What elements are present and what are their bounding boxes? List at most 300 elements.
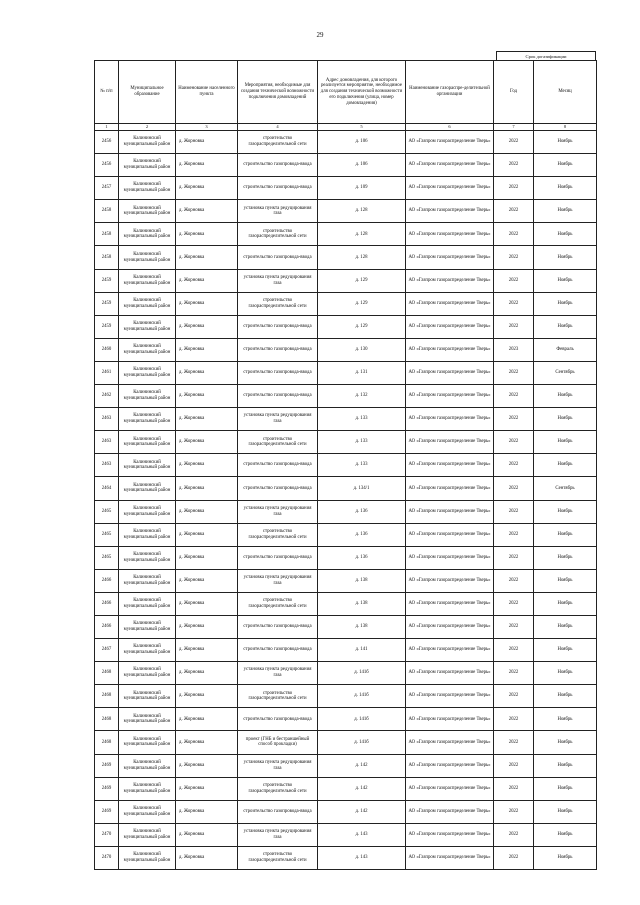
- municipality-cell: Калининский муниципальный район: [119, 846, 176, 869]
- year-cell: 2022: [494, 615, 534, 638]
- month-cell: Ноябрь: [534, 223, 597, 246]
- municipality-cell: Калининский муниципальный район: [119, 408, 176, 431]
- year-cell: 2022: [494, 431, 534, 454]
- row-number-cell: 2468: [95, 731, 119, 754]
- action-cell: установка пункта редуцирования газа: [238, 754, 318, 777]
- gas-organization-cell: АО «Газпром газораспределение Тверь»: [406, 615, 494, 638]
- municipality-cell: Калининский муниципальный район: [119, 477, 176, 500]
- table-row: [95, 685, 597, 708]
- row-number-cell: 2462: [95, 385, 119, 408]
- year-cell: 2022: [494, 292, 534, 315]
- action-cell: установка пункта редуцирования газа: [238, 823, 318, 846]
- gas-organization-cell: АО «Газпром газораспределение Тверь»: [406, 315, 494, 338]
- year-cell: 2022: [494, 823, 534, 846]
- municipality-cell: Калининский муниципальный район: [119, 823, 176, 846]
- month-cell: Ноябрь: [534, 662, 597, 685]
- settlement-cell: д. Жорновка: [176, 315, 238, 338]
- municipality-cell: Калининский муниципальный район: [119, 639, 176, 662]
- month-cell: Сентябрь: [534, 361, 597, 384]
- row-number-cell: 2457: [95, 177, 119, 200]
- table-row: [95, 338, 597, 361]
- municipality-cell: Калининский муниципальный район: [119, 662, 176, 685]
- settlement-cell: д. Жорновка: [176, 223, 238, 246]
- municipality-cell: Калининский муниципальный район: [119, 685, 176, 708]
- year-cell: 2022: [494, 500, 534, 523]
- year-cell: 2022: [494, 569, 534, 592]
- municipality-cell: Калининский муниципальный район: [119, 361, 176, 384]
- gas-organization-cell: АО «Газпром газораспределение Тверь»: [406, 200, 494, 223]
- row-number-cell: 2466: [95, 615, 119, 638]
- table-row: [95, 500, 597, 523]
- address-cell: д. 138: [318, 615, 406, 638]
- settlement-cell: д. Жорновка: [176, 546, 238, 569]
- settlement-cell: д. Жорновка: [176, 200, 238, 223]
- year-cell: 2023: [494, 338, 534, 361]
- header-row: [95, 61, 597, 124]
- municipality-cell: Калининский муниципальный район: [119, 454, 176, 477]
- municipality-cell: Калининский муниципальный район: [119, 177, 176, 200]
- municipality-cell: Калининский муниципальный район: [119, 800, 176, 823]
- month-cell: Ноябрь: [534, 200, 597, 223]
- gas-organization-cell: АО «Газпром газораспределение Тверь»: [406, 431, 494, 454]
- action-cell: строительство газопровода-ввода: [238, 800, 318, 823]
- action-cell: строительство газораспределительной сети: [238, 223, 318, 246]
- address-cell: д. 143: [318, 823, 406, 846]
- action-cell: проект (ГНБ и бестраншейный способ прокладки): [238, 731, 318, 754]
- year-cell: 2022: [494, 246, 534, 269]
- settlement-cell: д. Жорновка: [176, 361, 238, 384]
- gas-organization-cell: АО «Газпром газораспределение Тверь»: [406, 662, 494, 685]
- address-cell: д. 129: [318, 315, 406, 338]
- table-row: [95, 777, 597, 800]
- year-cell: 2022: [494, 408, 534, 431]
- settlement-cell: д. Жорновка: [176, 131, 238, 154]
- municipality-cell: Калининский муниципальный район: [119, 592, 176, 615]
- address-cell: д. 132: [318, 385, 406, 408]
- address-cell: д. 129: [318, 269, 406, 292]
- gas-organization-cell: АО «Газпром газораспределение Тверь»: [406, 754, 494, 777]
- address-cell: д. 129: [318, 292, 406, 315]
- table-row: [95, 154, 597, 177]
- year-cell: 2022: [494, 454, 534, 477]
- month-cell: Ноябрь: [534, 546, 597, 569]
- table-row: [95, 615, 597, 638]
- month-cell: Ноябрь: [534, 177, 597, 200]
- year-cell: 2022: [494, 592, 534, 615]
- settlement-cell: д. Жорновка: [176, 777, 238, 800]
- address-cell: д. 128: [318, 223, 406, 246]
- action-cell: строительство газопровода-ввода: [238, 315, 318, 338]
- gas-organization-cell: АО «Газпром газораспределение Тверь»: [406, 292, 494, 315]
- settlement-cell: д. Жорновка: [176, 154, 238, 177]
- address-cell: д. 106: [318, 154, 406, 177]
- municipality-cell: Калининский муниципальный район: [119, 546, 176, 569]
- municipality-cell: Калининский муниципальный район: [119, 431, 176, 454]
- municipality-cell: Калининский муниципальный район: [119, 708, 176, 731]
- settlement-cell: д. Жорновка: [176, 708, 238, 731]
- municipality-cell: Калининский муниципальный район: [119, 292, 176, 315]
- address-cell: д. 133: [318, 454, 406, 477]
- address-cell: д. 142: [318, 754, 406, 777]
- gas-organization-cell: АО «Газпром газораспределение Тверь»: [406, 223, 494, 246]
- month-cell: Февраль: [534, 338, 597, 361]
- row-number-cell: 2465: [95, 523, 119, 546]
- action-cell: строительство газопровода-ввода: [238, 546, 318, 569]
- table-row: [95, 546, 597, 569]
- month-cell: Ноябрь: [534, 754, 597, 777]
- year-cell: 2022: [494, 800, 534, 823]
- address-cell: д. 136: [318, 523, 406, 546]
- municipality-cell: Калининский муниципальный район: [119, 315, 176, 338]
- year-cell: 2022: [494, 754, 534, 777]
- address-cell: д. 130: [318, 338, 406, 361]
- row-number-cell: 2470: [95, 846, 119, 869]
- row-number-cell: 2468: [95, 685, 119, 708]
- year-cell: 2022: [494, 315, 534, 338]
- action-cell: строительство газораспределительной сети: [238, 777, 318, 800]
- month-cell: Ноябрь: [534, 292, 597, 315]
- settlement-cell: д. Жорновка: [176, 385, 238, 408]
- month-cell: Ноябрь: [534, 615, 597, 638]
- address-cell: д. 131: [318, 361, 406, 384]
- municipality-cell: Калининский муниципальный район: [119, 500, 176, 523]
- row-number-cell: 2459: [95, 292, 119, 315]
- month-cell: Ноябрь: [534, 708, 597, 731]
- municipality-cell: Калининский муниципальный район: [119, 523, 176, 546]
- year-cell: 2022: [494, 361, 534, 384]
- municipality-cell: Калининский муниципальный район: [119, 338, 176, 361]
- table-row: [95, 385, 597, 408]
- table-row: [95, 662, 597, 685]
- month-cell: Ноябрь: [534, 777, 597, 800]
- year-cell: 2022: [494, 685, 534, 708]
- table-row: [95, 431, 597, 454]
- gas-organization-cell: АО «Газпром газораспределение Тверь»: [406, 361, 494, 384]
- gas-organization-cell: АО «Газпром газораспределение Тверь»: [406, 546, 494, 569]
- action-cell: строительство газопровода-ввода: [238, 454, 318, 477]
- address-cell: д. 138: [318, 569, 406, 592]
- year-cell: 2022: [494, 154, 534, 177]
- municipality-cell: Калининский муниципальный район: [119, 385, 176, 408]
- address-cell: д. 141б: [318, 731, 406, 754]
- year-cell: 2022: [494, 223, 534, 246]
- municipality-cell: Калининский муниципальный район: [119, 131, 176, 154]
- settlement-cell: д. Жорновка: [176, 754, 238, 777]
- municipality-cell: Калининский муниципальный район: [119, 754, 176, 777]
- column-number: 1: [95, 124, 119, 131]
- action-cell: строительство газопровода-ввода: [238, 154, 318, 177]
- table-row: [95, 292, 597, 315]
- settlement-cell: д. Жорновка: [176, 685, 238, 708]
- table-row: [95, 269, 597, 292]
- month-cell: Ноябрь: [534, 154, 597, 177]
- table-body: [95, 131, 597, 870]
- year-cell: 2022: [494, 477, 534, 500]
- gas-organization-cell: АО «Газпром газораспределение Тверь»: [406, 777, 494, 800]
- month-cell: Ноябрь: [534, 639, 597, 662]
- month-cell: Ноябрь: [534, 246, 597, 269]
- settlement-cell: д. Жорновка: [176, 569, 238, 592]
- address-cell: д. 106: [318, 131, 406, 154]
- action-cell: строительство газораспределительной сети: [238, 131, 318, 154]
- year-cell: 2022: [494, 846, 534, 869]
- table-row: [95, 361, 597, 384]
- address-cell: д. 143: [318, 846, 406, 869]
- row-number-cell: 2463: [95, 408, 119, 431]
- year-cell: 2022: [494, 131, 534, 154]
- municipality-cell: Калининский муниципальный район: [119, 569, 176, 592]
- column-number: 6: [406, 124, 494, 131]
- gas-organization-cell: АО «Газпром газораспределение Тверь»: [406, 338, 494, 361]
- month-cell: Ноябрь: [534, 800, 597, 823]
- municipality-cell: Калининский муниципальный район: [119, 615, 176, 638]
- month-cell: Ноябрь: [534, 731, 597, 754]
- year-cell: 2022: [494, 523, 534, 546]
- settlement-cell: д. Жорновка: [176, 431, 238, 454]
- row-number-cell: 2464: [95, 477, 119, 500]
- month-cell: Ноябрь: [534, 269, 597, 292]
- row-number-cell: 2456: [95, 131, 119, 154]
- gas-organization-cell: АО «Газпром газораспределение Тверь»: [406, 269, 494, 292]
- row-number-cell: 2466: [95, 569, 119, 592]
- address-cell: д. 141б: [318, 662, 406, 685]
- month-cell: Ноябрь: [534, 500, 597, 523]
- action-cell: строительство газораспределительной сети: [238, 592, 318, 615]
- row-number-cell: 2469: [95, 777, 119, 800]
- action-cell: строительство газопровода-ввода: [238, 615, 318, 638]
- month-cell: Ноябрь: [534, 846, 597, 869]
- row-number-cell: 2463: [95, 454, 119, 477]
- gas-organization-cell: АО «Газпром газораспределение Тверь»: [406, 477, 494, 500]
- year-cell: 2022: [494, 731, 534, 754]
- gas-organization-cell: АО «Газпром газораспределение Тверь»: [406, 569, 494, 592]
- row-number-cell: 2465: [95, 500, 119, 523]
- settlement-cell: д. Жорновка: [176, 662, 238, 685]
- month-cell: Сентябрь: [534, 477, 597, 500]
- month-cell: Ноябрь: [534, 131, 597, 154]
- settlement-cell: д. Жорновка: [176, 177, 238, 200]
- year-cell: 2022: [494, 385, 534, 408]
- address-cell: д. 133: [318, 431, 406, 454]
- settlement-cell: д. Жорновка: [176, 592, 238, 615]
- year-cell: 2022: [494, 546, 534, 569]
- row-number-cell: 2458: [95, 200, 119, 223]
- column-number: 5: [318, 124, 406, 131]
- row-number-cell: 2469: [95, 754, 119, 777]
- address-cell: д. 133: [318, 408, 406, 431]
- row-number-cell: 2458: [95, 223, 119, 246]
- gas-organization-cell: АО «Газпром газораспределение Тверь»: [406, 408, 494, 431]
- month-cell: Ноябрь: [534, 569, 597, 592]
- settlement-cell: д. Жорновка: [176, 615, 238, 638]
- address-cell: д. 141б: [318, 708, 406, 731]
- address-cell: д. 136: [318, 500, 406, 523]
- group-header-term: Срок догазификации: [496, 51, 596, 60]
- header-cell: Муниципальное образование: [119, 61, 176, 124]
- row-number-cell: 2467: [95, 639, 119, 662]
- address-cell: д. 142: [318, 800, 406, 823]
- table-row: [95, 592, 597, 615]
- gas-organization-cell: АО «Газпром газораспределение Тверь»: [406, 592, 494, 615]
- address-cell: д. 141б: [318, 685, 406, 708]
- table-row: [95, 200, 597, 223]
- municipality-cell: Калининский муниципальный район: [119, 731, 176, 754]
- table-row: [95, 708, 597, 731]
- address-cell: д. 136: [318, 546, 406, 569]
- settlement-cell: д. Жорновка: [176, 800, 238, 823]
- month-cell: Ноябрь: [534, 523, 597, 546]
- month-cell: Ноябрь: [534, 408, 597, 431]
- settlement-cell: д. Жорновка: [176, 639, 238, 662]
- address-cell: д. 142: [318, 777, 406, 800]
- settlement-cell: д. Жорновка: [176, 246, 238, 269]
- table-row: [95, 131, 597, 154]
- table-row: [95, 315, 597, 338]
- month-cell: Ноябрь: [534, 454, 597, 477]
- action-cell: установка пункта редуцирования газа: [238, 500, 318, 523]
- action-cell: установка пункта редуцирования газа: [238, 200, 318, 223]
- table-row: [95, 454, 597, 477]
- header-cell: Год: [494, 61, 534, 124]
- action-cell: установка пункта редуцирования газа: [238, 662, 318, 685]
- gas-organization-cell: АО «Газпром газораспределение Тверь»: [406, 385, 494, 408]
- settlement-cell: д. Жорновка: [176, 292, 238, 315]
- gas-organization-cell: АО «Газпром газораспределение Тверь»: [406, 708, 494, 731]
- row-number-cell: 2456: [95, 154, 119, 177]
- year-cell: 2022: [494, 200, 534, 223]
- table-row: [95, 477, 597, 500]
- year-cell: 2022: [494, 708, 534, 731]
- settlement-cell: д. Жорновка: [176, 454, 238, 477]
- header-cell: Наименование газораспре-делительной организации: [406, 61, 494, 124]
- row-number-cell: 2466: [95, 592, 119, 615]
- address-cell: д. 138: [318, 592, 406, 615]
- table-row: [95, 800, 597, 823]
- row-number-cell: 2465: [95, 546, 119, 569]
- settlement-cell: д. Жорновка: [176, 408, 238, 431]
- address-cell: д. 128: [318, 246, 406, 269]
- action-cell: строительство газораспределительной сети: [238, 523, 318, 546]
- settlement-cell: д. Жорновка: [176, 500, 238, 523]
- row-number-cell: 2468: [95, 662, 119, 685]
- settlement-cell: д. Жорновка: [176, 731, 238, 754]
- column-number: 4: [238, 124, 318, 131]
- address-cell: д. 141: [318, 639, 406, 662]
- gas-organization-cell: АО «Газпром газораспределение Тверь»: [406, 639, 494, 662]
- action-cell: строительство газораспределительной сети: [238, 431, 318, 454]
- action-cell: строительство газопровода-ввода: [238, 477, 318, 500]
- column-number: 2: [119, 124, 176, 131]
- row-number-cell: 2459: [95, 315, 119, 338]
- header-cell: Месяц: [534, 61, 597, 124]
- action-cell: строительство газопровода-ввода: [238, 385, 318, 408]
- header-cell: № п/п: [95, 61, 119, 124]
- year-cell: 2022: [494, 177, 534, 200]
- row-number-cell: 2458: [95, 246, 119, 269]
- action-cell: строительство газопровода-ввода: [238, 639, 318, 662]
- page-number: 29: [316, 31, 324, 39]
- year-cell: 2022: [494, 269, 534, 292]
- row-number-cell: 2468: [95, 708, 119, 731]
- settlement-cell: д. Жорновка: [176, 823, 238, 846]
- action-cell: установка пункта редуцирования газа: [238, 569, 318, 592]
- table-row: [95, 408, 597, 431]
- gas-organization-cell: АО «Газпром газораспределение Тверь»: [406, 246, 494, 269]
- year-cell: 2022: [494, 639, 534, 662]
- column-number: 3: [176, 124, 238, 131]
- address-cell: д. 134/1: [318, 477, 406, 500]
- header-cell: Наименование населенного пункта: [176, 61, 238, 124]
- column-number-row: [95, 124, 597, 131]
- table-row: [95, 639, 597, 662]
- row-number-cell: 2469: [95, 800, 119, 823]
- settlement-cell: д. Жорновка: [176, 523, 238, 546]
- gas-organization-cell: АО «Газпром газораспределение Тверь»: [406, 685, 494, 708]
- month-cell: Ноябрь: [534, 315, 597, 338]
- row-number-cell: 2461: [95, 361, 119, 384]
- settlement-cell: д. Жорновка: [176, 338, 238, 361]
- month-cell: Ноябрь: [534, 385, 597, 408]
- table-row: [95, 823, 597, 846]
- gas-organization-cell: АО «Газпром газораспределение Тверь»: [406, 454, 494, 477]
- table-row: [95, 177, 597, 200]
- action-cell: строительство газопровода-ввода: [238, 361, 318, 384]
- gas-organization-cell: АО «Газпром газораспределение Тверь»: [406, 846, 494, 869]
- month-cell: Ноябрь: [534, 823, 597, 846]
- month-cell: Ноябрь: [534, 431, 597, 454]
- address-cell: д. 128: [318, 200, 406, 223]
- table-row: [95, 223, 597, 246]
- action-cell: строительство газопровода-ввода: [238, 246, 318, 269]
- municipality-cell: Калининский муниципальный район: [119, 777, 176, 800]
- table-row: [95, 523, 597, 546]
- settlement-cell: д. Жорновка: [176, 477, 238, 500]
- table-row: [95, 731, 597, 754]
- gas-organization-cell: АО «Газпром газораспределение Тверь»: [406, 154, 494, 177]
- action-cell: строительство газопровода-ввода: [238, 708, 318, 731]
- row-number-cell: 2459: [95, 269, 119, 292]
- municipality-cell: Калининский муниципальный район: [119, 246, 176, 269]
- municipality-cell: Калининский муниципальный район: [119, 223, 176, 246]
- settlement-cell: д. Жорновка: [176, 269, 238, 292]
- row-number-cell: 2460: [95, 338, 119, 361]
- year-cell: 2022: [494, 777, 534, 800]
- gas-organization-cell: АО «Газпром газораспределение Тверь»: [406, 800, 494, 823]
- action-cell: строительство газораспределительной сети: [238, 292, 318, 315]
- action-cell: установка пункта редуцирования газа: [238, 408, 318, 431]
- gas-organization-cell: АО «Газпром газораспределение Тверь»: [406, 731, 494, 754]
- header-cell: Мероприятия, необходимые для создания технической возможности подключения домовладений: [238, 61, 318, 124]
- row-number-cell: 2470: [95, 823, 119, 846]
- address-cell: д. 109: [318, 177, 406, 200]
- municipality-cell: Калининский муниципальный район: [119, 200, 176, 223]
- gas-organization-cell: АО «Газпром газораспределение Тверь»: [406, 131, 494, 154]
- action-cell: установка пункта редуцирования газа: [238, 269, 318, 292]
- month-cell: Ноябрь: [534, 592, 597, 615]
- table-row: [95, 846, 597, 869]
- gasification-table: [94, 60, 597, 870]
- table-row: [95, 246, 597, 269]
- action-cell: строительство газопровода-ввода: [238, 338, 318, 361]
- gas-organization-cell: АО «Газпром газораспределение Тверь»: [406, 523, 494, 546]
- table-row: [95, 754, 597, 777]
- action-cell: строительство газопровода-ввода: [238, 177, 318, 200]
- table-row: [95, 569, 597, 592]
- action-cell: строительство газораспределительной сети: [238, 846, 318, 869]
- settlement-cell: д. Жорновка: [176, 846, 238, 869]
- municipality-cell: Калининский муниципальный район: [119, 269, 176, 292]
- column-number: 8: [534, 124, 597, 131]
